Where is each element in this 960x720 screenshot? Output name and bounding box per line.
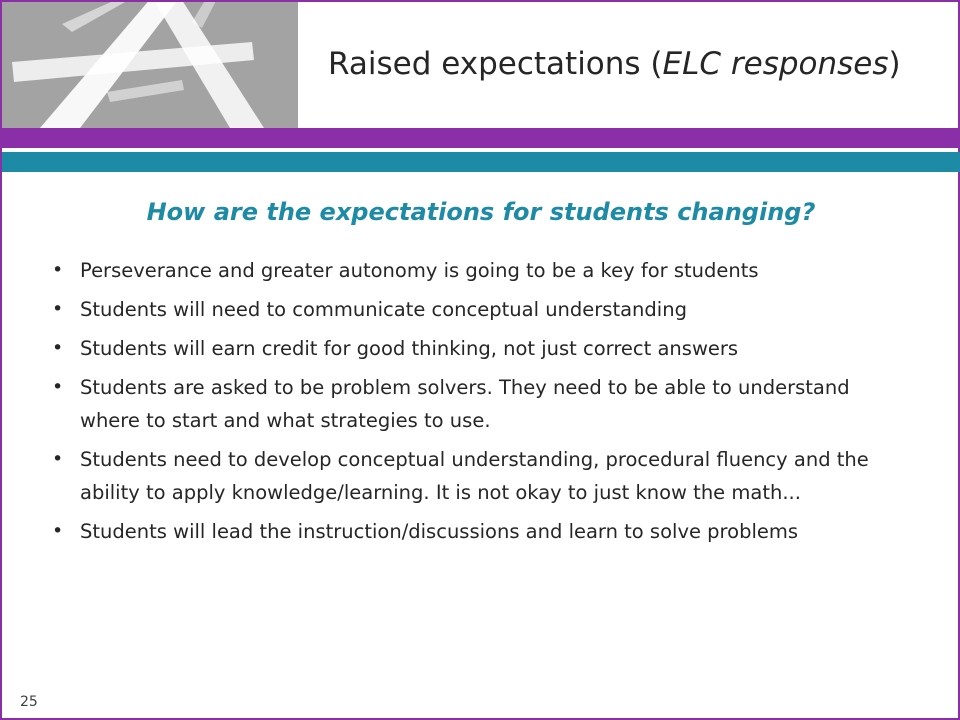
list-item: [50, 443, 910, 509]
bullet-list: [50, 254, 910, 554]
bullet-icon: •: [52, 298, 64, 320]
letter-a-logo-icon: [2, 2, 298, 128]
bullet-icon: •: [52, 376, 64, 398]
slide-subtitle: How are the expectations for students changing?: [146, 198, 816, 226]
title-italic: ELC responses: [662, 46, 889, 82]
logo-panel: [2, 2, 298, 128]
bullet-text: Students will need to communicate conceptual understanding: [80, 298, 687, 321]
bullet-icon: •: [52, 520, 64, 542]
bullet-icon: •: [52, 259, 64, 281]
title-main: Raised expectations (: [328, 46, 663, 82]
bullet-text: Students are asked to be problem solvers. They need to be able to understand where to start and what strategies to use.: [80, 376, 850, 432]
list-item: [50, 254, 910, 287]
teal-divider: [2, 152, 960, 172]
page-number: 25: [20, 694, 38, 710]
title-end: ): [888, 46, 901, 82]
purple-divider: [2, 128, 960, 148]
bullet-text: Perseverance and greater autonomy is going to be a key for students: [80, 259, 759, 282]
list-item: [50, 371, 910, 437]
bullet-text: Students will lead the instruction/discussions and learn to solve problems: [80, 520, 799, 543]
list-item: [50, 293, 910, 326]
bullet-icon: •: [52, 448, 64, 470]
list-item: [50, 515, 910, 548]
slide-title: [328, 46, 901, 82]
bullet-icon: •: [52, 337, 64, 359]
bullet-text: Students need to develop conceptual understanding, procedural fluency and the ability to apply knowledge/learning. It is not okay to just know the math...: [80, 448, 869, 504]
list-item: [50, 332, 910, 365]
bullet-text: Students will earn credit for good thinking, not just correct answers: [80, 337, 739, 360]
